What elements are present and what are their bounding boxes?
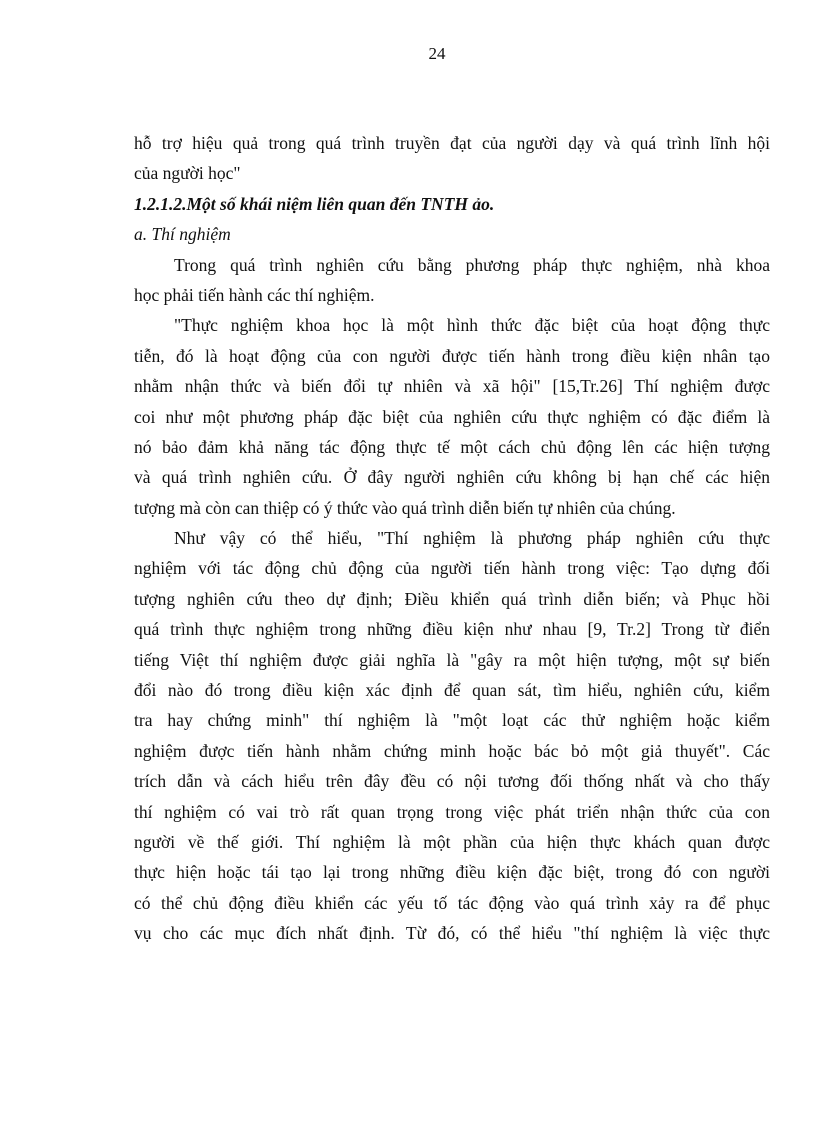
paragraph-line: Trong quá trình nghiên cứu bằng phương pháp thực nghiệm, nhà khoa <box>174 254 770 275</box>
paragraph-line: vụ cho các mục đích nhất định. Từ đó, có thể hiểu "thí nghiệm là việc thực <box>134 923 770 944</box>
page-content <box>134 128 770 949</box>
paragraph-line: quá trình thực nghiệm trong những điều kiện như nhau [9, Tr.2] Trong từ điển <box>134 619 770 640</box>
paragraph-line: tiễn, đó là hoạt động của con người được tiến hành trong điều kiện nhân tạo <box>134 345 770 366</box>
paragraph-line: tượng mà còn can thiệp có ý thức vào quá trình diễn biến tự nhiên của chúng. <box>134 497 676 518</box>
paragraph-line: nó bảo đảm khả năng tác động thực tế một cách chủ động lên các hiện tượng <box>134 436 770 457</box>
paragraph-line: có thể chủ động điều khiển các yếu tố tác động vào quá trình xảy ra để phục <box>134 892 770 913</box>
continuation-line: của người học" <box>134 163 241 184</box>
paragraph-line: thí nghiệm có vai trò rất quan trọng trong việc phát triển nhận thức của con <box>134 801 770 822</box>
paragraph-line: nghiệm với tác động chủ động của người tiến hành trong việc: Tạo dựng đối <box>134 558 770 579</box>
paragraph-line: "Thực nghiệm khoa học là một hình thức đặc biệt của hoạt động thực <box>174 315 770 336</box>
paragraph-line: và quá trình nghiên cứu. Ở đây người nghiên cứu không bị hạn chế các hiện <box>134 467 770 488</box>
paragraph-line: người về thế giới. Thí nghiệm là một phần của hiện thực khách quan được <box>134 831 770 852</box>
subsection-heading: a. Thí nghiệm <box>134 224 231 245</box>
paragraph-line: tượng nghiên cứu theo dự định; Điều khiển quá trình diễn biến; và Phục hồi <box>134 588 770 609</box>
paragraph-line: nhằm nhận thức và biến đổi tự nhiên và xã hội" [15,Tr.26] Thí nghiệm được <box>134 376 770 397</box>
continuation-line: hỗ trợ hiệu quả trong quá trình truyền đạt của người dạy và quá trình lĩnh hội <box>134 133 770 153</box>
paragraph-line: trích dẫn và cách hiểu trên đây đều có nội tương đối thống nhất và cho thấy <box>134 771 770 792</box>
paragraph-line: đổi nào đó trong điều kiện xác định để quan sát, tìm hiểu, nghiên cứu, kiểm <box>134 680 770 701</box>
paragraph-line: thực hiện hoặc tái tạo lại trong những điều kiện đặc biệt, trong đó con người <box>134 862 770 883</box>
paragraph-line: Như vậy có thể hiểu, "Thí nghiệm là phương pháp nghiên cứu thực <box>174 528 770 549</box>
page-number: 24 <box>428 44 446 63</box>
paragraph-line: tra hay chứng minh" thí nghiệm là "một loạt các thử nghiệm hoặc kiểm <box>134 710 770 731</box>
paragraph-line: nghiệm được tiến hành nhằm chứng minh hoặc bác bỏ một giả thuyết". Các <box>134 740 770 761</box>
section-heading: 1.2.1.2.Một số khái niệm liên quan đến TNTH ảo. <box>134 193 495 214</box>
paragraph-line: học phải tiến hành các thí nghiệm. <box>134 284 375 305</box>
paragraph-line: coi như một phương pháp đặc biệt của nghiên cứu thực nghiệm có đặc điểm là <box>134 406 770 427</box>
paragraph-line: tiếng Việt thí nghiệm được giải nghĩa là "gây ra một hiện tượng, một sự biến <box>134 649 770 670</box>
